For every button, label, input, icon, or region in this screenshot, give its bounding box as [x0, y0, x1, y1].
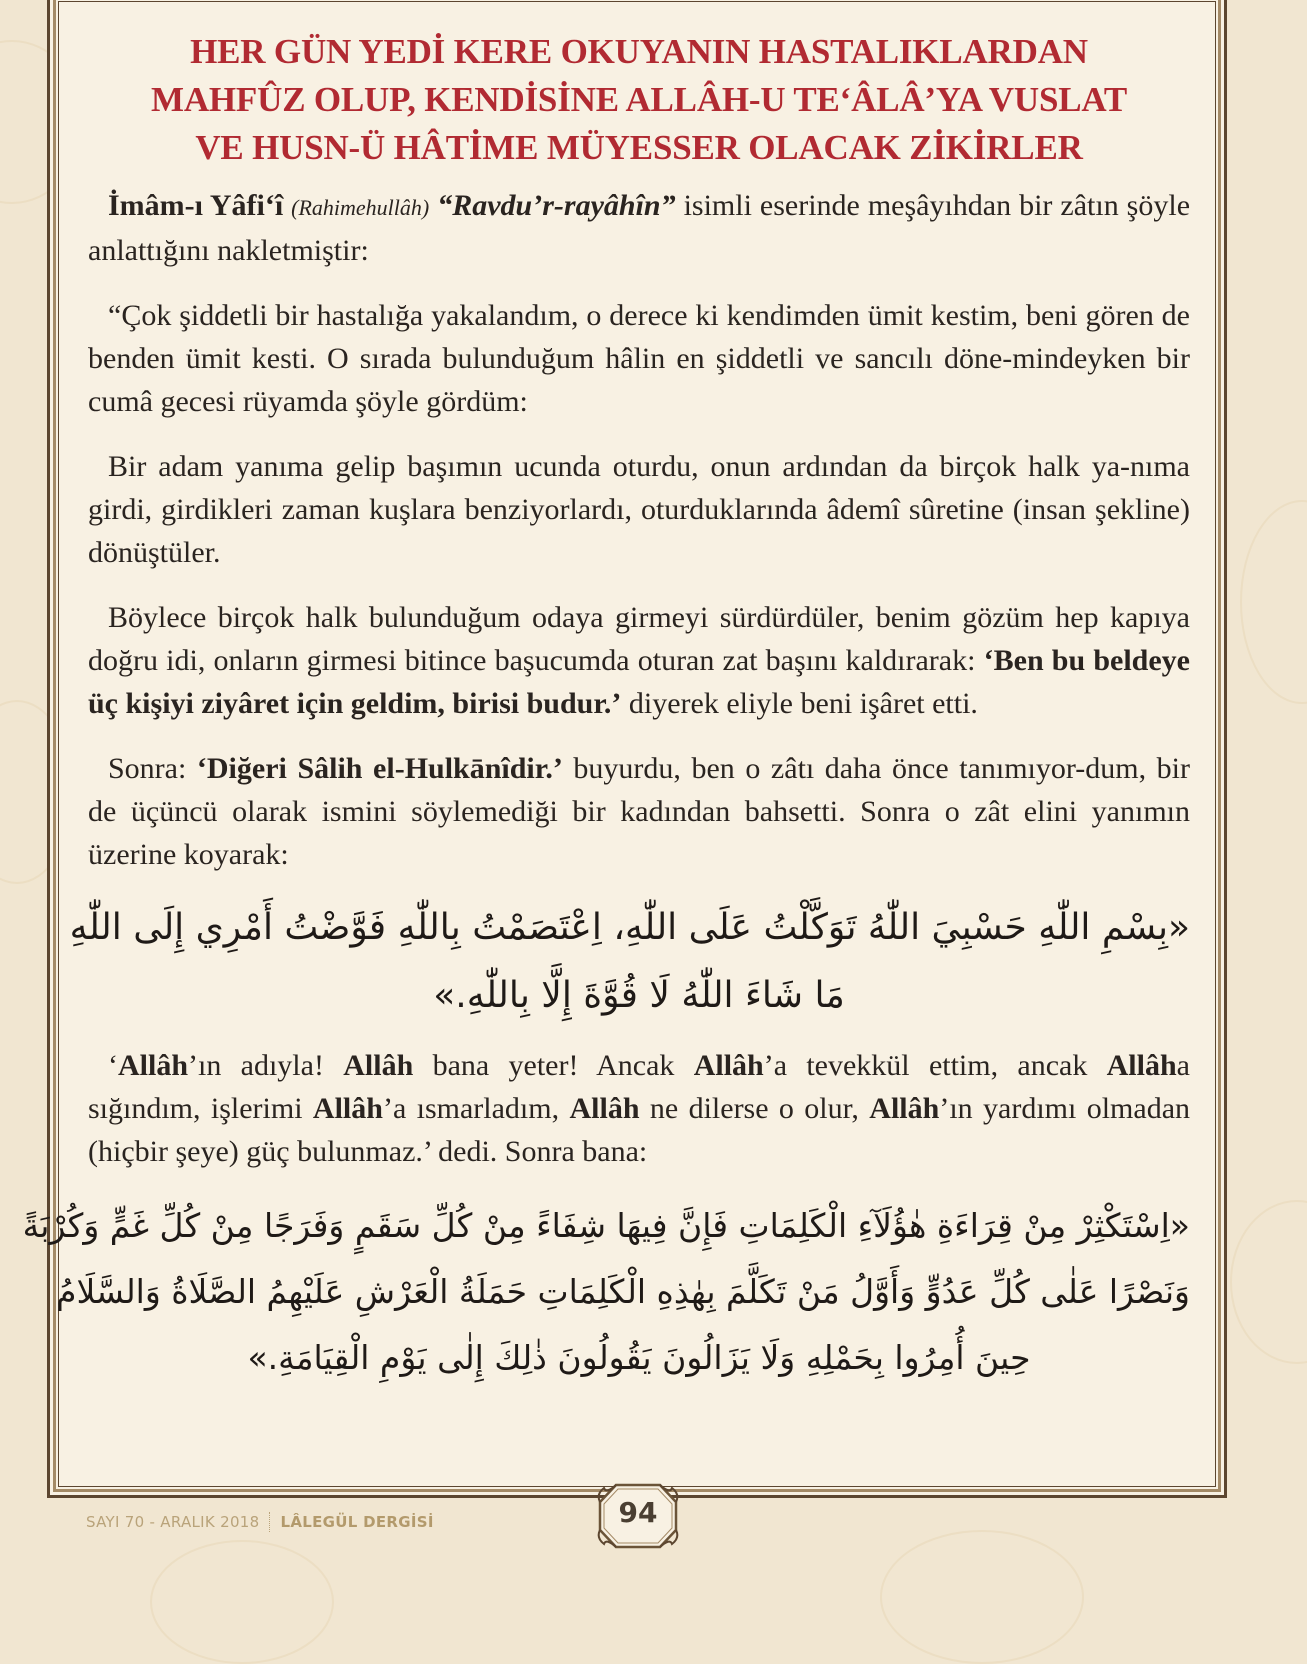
arabic-line: حِينَ أُمِرُوا بِحَمْلِهِ وَلَا يَزَالُونَ يَقُولُونَ ذٰلِكَ إِلٰى يَوْمِ الْقِيَامَةِ.»: [247, 1338, 1031, 1377]
paragraph-5-text: ’ın adıyla!: [188, 1049, 344, 1082]
article-title: [88, 28, 1190, 172]
paragraph-4-text: Sonra:: [108, 752, 197, 785]
background-ornament: [1230, 1200, 1307, 1364]
arabic-line: «بِسْمِ اللّٰهِ حَسْبِيَ اللّٰهُ تَوَكَّلْتُ عَلَى اللّٰهِ، اِعْتَصَمْتُ بِاللّٰهِ فَوَّضْتُ أَمْرِي إِلَى اللّٰهِ: [69, 907, 1190, 948]
arabic-line: مَا شَاءَ اللّٰهُ لَا قُوَّةَ إِلَّا بِاللّٰهِ.»: [433, 975, 845, 1016]
intro-text: isimli eserinde meşâyıhdan bir zâtın şöyle anlattığını nakletmiştir:: [88, 189, 1191, 267]
paragraph-4-text: buyurdu, ben o zâtı daha önce tanımıyor-dum, bir de üçüncü olarak ismini söylemediği bir kadından bahsetti. Sonra o zât elini yanımın üzerine koyarak:: [88, 752, 1190, 871]
footer-divider: [269, 1512, 270, 1532]
paragraph-1: “Çok şiddetli bir hastalığa yakalandım, o derece ki kendimden ümit kestim, beni gören de benden ümit kesti. O sırada bulunduğum hâlin en şiddetli ve sancılı döne-mindeyken bir cumâ gecesi rüyamda şöyle gördüm:: [88, 299, 1190, 418]
arabic-line: وَنَصْرًا عَلٰى كُلِّ عَدُوٍّ وَأَوَّلُ مَنْ تَكَلَّمَ بِهٰذِهِ الْكَلِمَاتِ حَمَلَةُ الْعَرْشِ عَلَيْهِمُ الصَّلَاةُ وَالسَّلَامُ: [56, 1272, 1190, 1311]
magazine-name: LÂLEGÜL DERGİSİ: [280, 1513, 434, 1531]
page-number: 94: [618, 1496, 658, 1529]
article: [22, 28, 1191, 1405]
allah-bold: Allâh: [343, 1049, 414, 1082]
arabic-prayer-1: [69, 894, 1190, 1030]
paragraph-5-text: bana yeter! Ancak: [413, 1049, 694, 1082]
arabic-line: «اِسْتَكْثِرْ مِنْ قِرَاءَةِ هٰؤُلَآءِ الْكَلِمَاتِ فَإِنَّ فِيهَا شِفَاءً مِنْ كُلِّ سَقَمٍ وَفَرَجًا مِنْ كُلِّ غَمٍّ وَكُرْبَةً: [22, 1206, 1190, 1245]
allah-bold: Allâh: [693, 1049, 764, 1082]
paragraph-5-text: ’a tevekkül ettim, ancak: [763, 1049, 1107, 1082]
paragraph-4: [88, 747, 1190, 876]
paragraph-3: [88, 596, 1190, 725]
paragraph-5-text: a sığındım, işlerimi: [88, 1049, 1190, 1125]
background-ornament: [1240, 500, 1307, 704]
paragraph-5: [88, 1044, 1190, 1173]
intro-paragraph: [88, 184, 1190, 272]
arabic-prayer-2: [22, 1193, 1190, 1391]
background-ornament: [150, 1540, 334, 1664]
issue-info: SAYI 70 - ARALIK 2018: [86, 1513, 260, 1531]
page-footer: [86, 1509, 434, 1535]
honorific: (Rahimehullâh): [291, 195, 430, 220]
paragraph-5-text: ’ın yardımı olmadan (hiçbir şeye) güç bulunmaz.’ dedi. Sonra bana:: [88, 1092, 1191, 1168]
title-line: VE HUSN-Ü HÂTİME MÜYESSER OLACAK ZİKİRLER: [195, 128, 1083, 167]
paragraph-5-text: ‘: [108, 1049, 118, 1082]
title-line: MAHFÛZ OLUP, KENDİSİNE ALLÂH-U TE‘ÂLÂ’YA VUSLAT: [151, 80, 1127, 119]
paragraph-5-text: ne dilerse o olur,: [639, 1092, 870, 1125]
allah-bold: Allâh: [312, 1092, 383, 1125]
page-number-badge: [596, 1482, 680, 1550]
quote-bold: ‘Diğeri Sâlih el-Hulkānîdir.’: [196, 752, 563, 785]
paragraph-3-text: Böylece birçok halk bulunduğum odaya girmeyi sürdürdüler, benim gözüm hep kapıya doğru idi, onların girmesi bitince başucumda oturan zat başını kaldırarak:: [88, 601, 1190, 677]
paragraph-2: Bir adam yanıma gelip başımın ucunda oturdu, onun ardından da birçok halk ya-nıma girdi, girdikleri zaman kuşlara benziyorlardı, oturduklarında âdemî sûretine (insan şekline) dönüştüler.: [88, 450, 1190, 569]
author-name: İmâm-ı Yâfi‘î: [108, 189, 284, 222]
paragraph-5-text: ’a ısmarladım,: [382, 1092, 570, 1125]
background-ornament: [880, 1530, 1084, 1664]
paragraph-3-text: diyerek eliyle beni işâret etti.: [621, 687, 978, 720]
book-title: “Ravdu’r-rayâhîn”: [437, 189, 676, 222]
title-line: HER GÜN YEDİ KERE OKUYANIN HASTALIKLARDAN: [190, 32, 1088, 71]
quote-bold: ‘Ben bu beldeye üç kişiyi ziyâret için geldim, birisi budur.’: [88, 644, 1190, 720]
allah-bold: Allâh: [569, 1092, 640, 1125]
allah-bold: Allâh: [869, 1092, 940, 1125]
allah-bold: Allâh: [118, 1049, 189, 1082]
allah-bold: Allâh: [1106, 1049, 1177, 1082]
